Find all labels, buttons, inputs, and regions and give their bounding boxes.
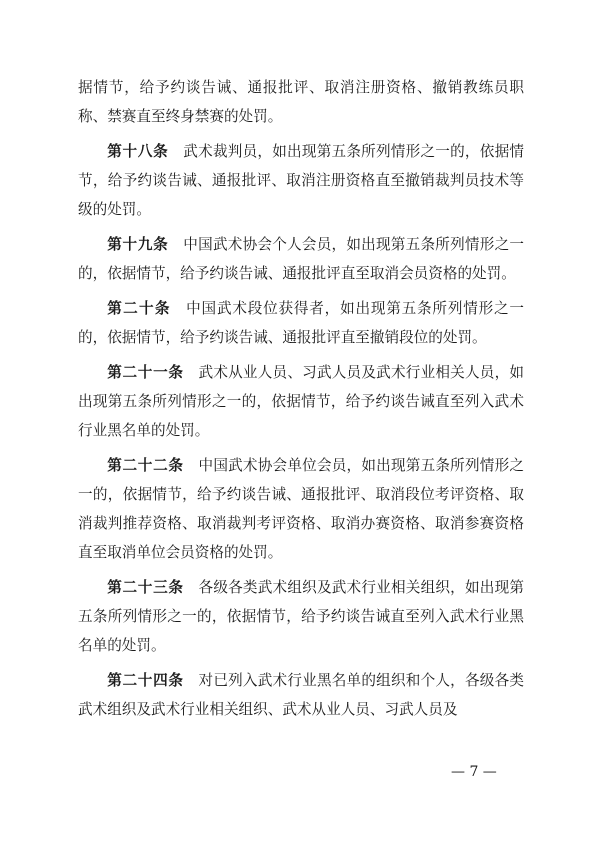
article-title: 第二十三条 — [107, 579, 184, 596]
article-text: 各级各类武术组织及武术行业相关组织，如出现第五条所列情形之一的，依据情节，给予约谈告诫直至列入武术行业黑名单的处罚。 — [78, 579, 524, 654]
document-body — [78, 73, 524, 724]
paragraph-text: 据情节，给予约谈告诫、通报批评、取消注册资格、撤销教练员职称、禁赛直至终身禁赛的处罚。 — [78, 79, 524, 125]
article-22 — [78, 451, 524, 567]
continued-paragraph — [78, 73, 524, 131]
article-title: 第二十四条 — [107, 672, 184, 689]
article-title: 第十八条 — [107, 143, 169, 160]
page-number: — 7 — — [451, 764, 497, 780]
article-text: 武术裁判员，如出现第五条所列情形之一的，依据情节，给予约谈告诫、通报批评、取消注册资格直至撤销裁判员技术等级的处罚。 — [78, 143, 524, 218]
article-title: 第二十一条 — [107, 364, 184, 381]
article-text: 中国武术协会单位会员，如出现第五条所列情形之一的，依据情节，给予约谈告诫、通报批评、取消段位考评资格、取消裁判推荐资格、取消裁判考评资格、取消办赛资格、取消参赛资格直至取消单位会员资格的处罚。 — [78, 457, 524, 561]
article-text: 中国武术协会个人会员，如出现第五条所列情形之一的，依据情节，给予约谈告诫、通报批评直至取消会员资格的处罚。 — [78, 236, 524, 282]
article-title: 第十九条 — [107, 236, 169, 253]
article-20 — [78, 294, 524, 352]
article-title: 第二十二条 — [107, 457, 184, 474]
article-18 — [78, 137, 524, 224]
article-text: 中国武术段位获得者，如出现第五条所列情形之一的，依据情节，给予约谈告诫、通报批评直至撤销段位的处罚。 — [78, 300, 524, 346]
article-title: 第二十条 — [107, 300, 171, 317]
article-19 — [78, 230, 524, 288]
article-21 — [78, 358, 524, 445]
article-text: 武术从业人员、习武人员及武术行业相关人员，如出现第五条所列情形之一的，依据情节，给予约谈告诫直至列入武术行业黑名单的处罚。 — [78, 364, 524, 439]
article-23 — [78, 573, 524, 660]
article-text: 对已列入武术行业黑名单的组织和个人，各级各类武术组织及武术行业相关组织、武术从业人员、习武人员及 — [78, 672, 524, 718]
article-24 — [78, 666, 524, 724]
